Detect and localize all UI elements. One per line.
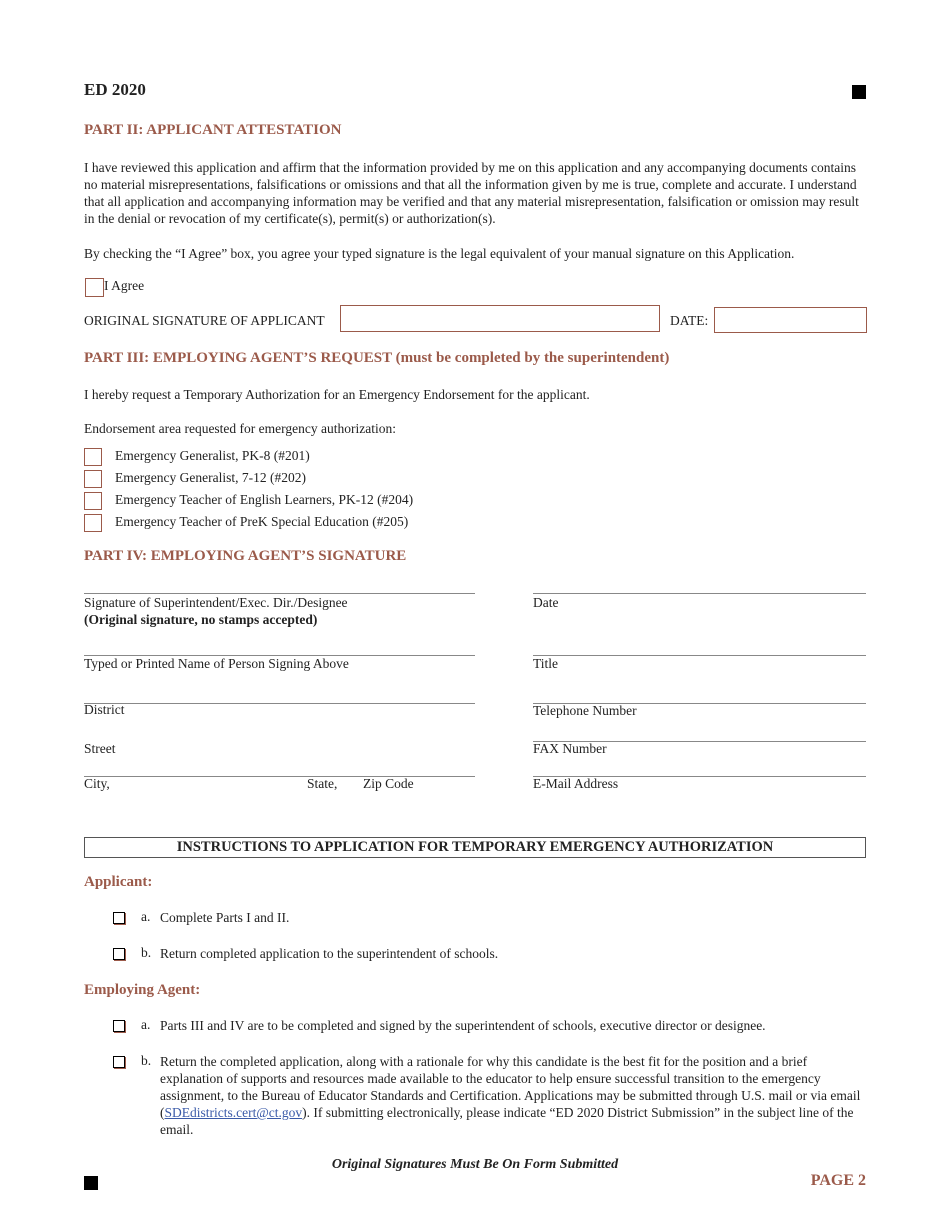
applicant-step-a-letter: a. [141,909,151,924]
agree-statement: By checking the “I Agree” box, you agree your typed signature is the legal equivalent of your manual signature on this Application. [84,246,795,261]
printed-name-label: Typed or Printed Name of Person Signing Above [84,656,349,671]
telephone-label: Telephone Number [533,703,637,718]
endorsement-label-204: Emergency Teacher of English Learners, PK-12 (#204) [115,492,414,507]
district-label: District [84,702,125,717]
part4-heading: PART IV: EMPLOYING AGENT’S SIGNATURE [84,548,407,564]
applicant-step-b-text: Return completed application to the superintendent of schools. [160,946,499,961]
part2-heading: PART II: APPLICANT ATTESTATION [84,122,342,138]
endorsement-checkbox-201[interactable] [84,448,102,466]
applicant-heading: Applicant: [84,874,153,890]
agent-step-a-checkbox [113,1020,125,1032]
superintendent-signature-label: Signature of Superintendent/Exec. Dir./Designee [84,595,348,610]
signature-note: (Original signature, no stamps accepted) [84,612,318,627]
form-id: ED 2020 [84,80,146,99]
title-line[interactable] [533,655,866,656]
endorsement-intro: Endorsement area requested for emergency authorization: [84,421,396,436]
endorsement-label-202: Emergency Generalist, 7-12 (#202) [115,470,306,485]
applicant-step-a-checkbox [113,912,125,924]
applicant-date-field[interactable] [714,307,867,333]
signature-date-label: Date [533,595,559,610]
endorsement-label-201: Emergency Generalist, PK-8 (#201) [115,448,310,463]
district-line[interactable] [84,703,475,704]
request-text: I hereby request a Temporary Authorization for an Emergency Endorsement for the applicant. [84,387,590,402]
instructions-title: INSTRUCTIONS TO APPLICATION FOR TEMPORARY EMERGENCY AUTHORIZATION [84,837,866,858]
endorsement-checkbox-205[interactable] [84,514,102,532]
city-state-zip-line[interactable] [84,776,475,777]
city-label: City, [84,776,110,791]
endorsement-checkbox-202[interactable] [84,470,102,488]
zip-label: Zip Code [363,776,414,791]
applicant-signature-field[interactable] [340,305,660,332]
agent-step-a-letter: a. [141,1017,151,1032]
agent-step-b-letter: b. [141,1053,152,1068]
signature-date-line[interactable] [533,593,866,594]
agent-step-a-text: Parts III and IV are to be completed and signed by the superintendent of schools, executive director or designee. [160,1018,766,1033]
applicant-step-b-letter: b. [141,945,152,960]
submission-email-link[interactable]: SDEdistricts.cert@ct.gov [164,1105,303,1120]
street-label: Street [84,741,116,756]
registration-mark-top [852,85,866,99]
applicant-step-a-text: Complete Parts I and II. [160,910,290,925]
applicant-date-label: DATE: [670,313,709,328]
endorsement-label-205: Emergency Teacher of PreK Special Education (#205) [115,514,409,529]
state-label: State, [307,776,338,791]
applicant-step-b-checkbox [113,948,125,960]
agent-step-b-checkbox [113,1056,125,1068]
email-address-label: E-Mail Address [533,776,619,791]
endorsement-checkbox-204[interactable] [84,492,102,510]
registration-mark-bottom [84,1176,98,1190]
superintendent-signature-line[interactable] [84,593,475,594]
page-number: PAGE 2 [810,1172,866,1189]
title-label: Title [533,656,559,671]
agent-step-b-text-before: Return the completed application, along with a rationale for why this candidate is the best fit for the position and a brief explanation of supports and resources made available to the educator to help ensure successful transition to the emergency assignment, to the Bureau of Educator Standards and Certification. Applications may be submitted through U.S. mail or via email ( [160,1054,861,1120]
i-agree-label: I Agree [104,278,145,293]
footer-note: Original Signatures Must Be On Form Submitted [331,1157,619,1172]
fax-label: FAX Number [533,741,607,756]
applicant-signature-label: ORIGINAL SIGNATURE OF APPLICANT [84,313,325,328]
agent-step-b-text-after: ). If submitting electronically, please indicate “ED 2020 District Submission” in the subject line of the email. [160,1105,854,1137]
i-agree-checkbox[interactable] [85,278,104,297]
attestation-paragraph: I have reviewed this application and affirm that the information provided by me on this application and any accompanying documents contains no material misrepresentations, falsifications or omissions and that all the information given by me is true, complete and accurate. I understand that all application and accompanying information may be verified and that any material misrepresentation, falsification or omission may result in the denial or revocation of my certificate(s), permit(s) or authorization(s). [84,160,859,226]
part3-heading: PART III: EMPLOYING AGENT’S REQUEST (must be completed by the superintendent) [84,350,670,366]
employing-agent-heading: Employing Agent: [84,982,201,998]
agent-step-b-text [160,1053,865,1138]
